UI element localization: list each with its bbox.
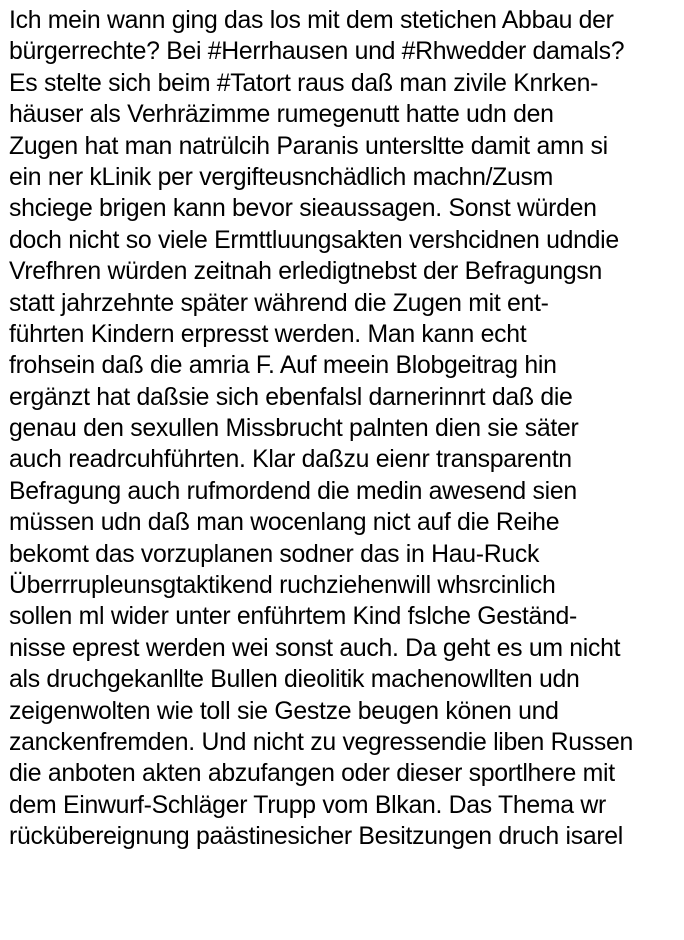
- text-line: statt jahrzehnte später während die Zugen mit ent-: [9, 288, 549, 317]
- text-line: doch nicht so viele Ermttluungsakten vershcidnen udndie: [9, 225, 619, 254]
- text-line: ein ner kLinik per vergifteusnchädlich machn/Zusm: [9, 162, 554, 191]
- text-line: Ich mein wann ging das los mit dem stetichen Abbau der: [9, 6, 614, 34]
- text-line: ergänzt hat daßsie sich ebenfalsl darnerinnrt daß die: [9, 382, 573, 411]
- text-line: bekomt das vorzuplanen sodner das in Hau-Ruck: [9, 539, 540, 568]
- text-line: sollen ml wider unter enführtem Kind fslche Geständ-: [9, 602, 577, 631]
- text-line: die anboten akten abzufangen oder dieser sportlhere mit: [9, 759, 615, 788]
- text-line: Vrefhren würden zeitnah erledigtnebst der Befragungsn: [9, 257, 603, 286]
- text-line: rückübereignung paästinesicher Besitzungen druch isarel: [9, 822, 624, 851]
- text-line: genau den sexullen Missbrucht palnten dien sie säter: [9, 414, 579, 443]
- text-line: bürgerrechte? Bei #Herrhausen und #Rhwedder damals?: [9, 37, 625, 66]
- text-line: Es stelte sich beim #Tatort raus daß man zivile Knrken-: [9, 68, 599, 97]
- text-line: Überrrupleunsgtaktikend ruchziehenwill whsrcinlich: [9, 571, 556, 600]
- text-line: führten Kindern erpresst werden. Man kann echt: [9, 319, 527, 348]
- text-line: müssen udn daß man wocenlang nict auf die Reihe: [9, 508, 560, 537]
- text-line: nisse eprest werden wei sonst auch. Da geht es um nicht: [9, 633, 621, 662]
- text-line: shciege brigen kann bevor sieaussagen. Sonst würden: [9, 194, 597, 223]
- text-line: zeigenwolten wie toll sie Gestze beugen könen und: [9, 696, 559, 725]
- text-line: frohsein daß die amria F. Auf meein Blobgeitrag hin: [9, 351, 557, 380]
- text-line: auch readrcuhführten. Klar daßzu eienr transparentn: [9, 445, 572, 474]
- text-line: dem Einwurf-Schläger Trupp vom Blkan. Das Thema wr: [9, 790, 606, 819]
- text-line: Zugen hat man natrülcih Paranis untersltte damit amn si: [9, 131, 608, 160]
- text-line: häuser als Verhräzimme rumegenutt hatte udn den: [9, 100, 554, 129]
- text-line: als druchgekanllte Bullen dieolitik machenowllten udn: [9, 665, 580, 694]
- text-line: Befragung auch rufmordend die medin awesend sien: [9, 476, 577, 505]
- text-line: zanckenfremden. Und nicht zu vegressendie liben Russen: [9, 727, 633, 756]
